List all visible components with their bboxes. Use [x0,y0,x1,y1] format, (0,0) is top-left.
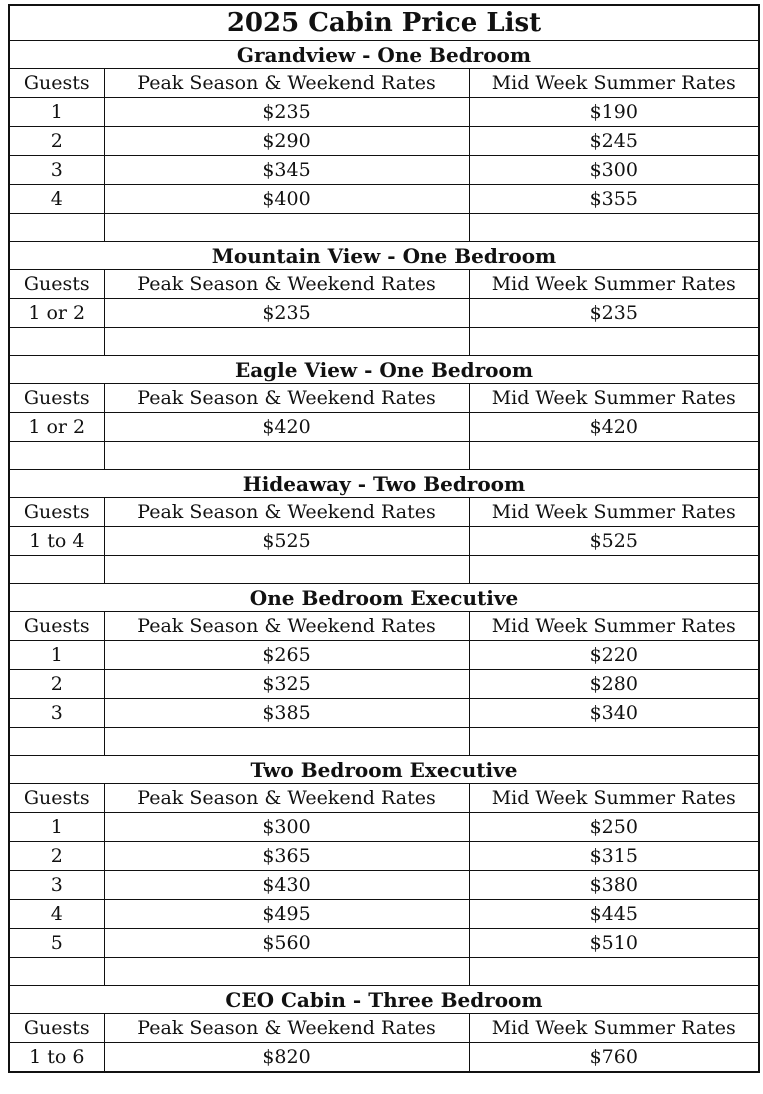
empty-cell [104,556,469,584]
cell-peak: $495 [104,900,469,929]
column-header-peak: Peak Season & Weekend Rates [104,498,469,527]
section-title: One Bedroom Executive [10,584,758,612]
cell-midweek: $525 [469,527,758,556]
table-row [10,871,758,900]
column-header-guests: Guests [10,384,104,413]
section-title-row [10,756,758,784]
column-header-row [10,612,758,641]
table-row [10,127,758,156]
spacer-row [10,328,758,356]
cell-peak: $560 [104,929,469,958]
table-row [10,699,758,728]
section-title: CEO Cabin - Three Bedroom [10,986,758,1014]
cell-guests: 1 or 2 [10,413,104,442]
column-header-midweek: Mid Week Summer Rates [469,612,758,641]
column-header-guests: Guests [10,612,104,641]
cell-midweek: $235 [469,299,758,328]
empty-cell [10,442,104,470]
table-row [10,1043,758,1072]
empty-cell [104,958,469,986]
cell-midweek: $340 [469,699,758,728]
cell-guests: 5 [10,929,104,958]
column-header-peak: Peak Season & Weekend Rates [104,69,469,98]
column-header-peak: Peak Season & Weekend Rates [104,1014,469,1043]
table-row [10,900,758,929]
section-title: Two Bedroom Executive [10,756,758,784]
cell-midweek: $445 [469,900,758,929]
column-header-row [10,498,758,527]
cell-midweek: $380 [469,871,758,900]
cell-peak: $385 [104,699,469,728]
spacer-row [10,442,758,470]
table-row [10,929,758,958]
empty-cell [469,442,758,470]
cell-midweek: $280 [469,670,758,699]
column-header-midweek: Mid Week Summer Rates [469,784,758,813]
empty-cell [469,556,758,584]
cell-guests: 4 [10,900,104,929]
empty-cell [104,214,469,242]
empty-cell [469,728,758,756]
section-title: Hideaway - Two Bedroom [10,470,758,498]
section-title-row [10,470,758,498]
cell-midweek: $315 [469,842,758,871]
empty-cell [469,958,758,986]
cell-peak: $345 [104,156,469,185]
page-title: 2025 Cabin Price List [10,6,758,41]
section-title: Grandview - One Bedroom [10,41,758,69]
empty-cell [10,556,104,584]
table-row [10,813,758,842]
column-header-peak: Peak Season & Weekend Rates [104,270,469,299]
table-row [10,413,758,442]
table-row [10,299,758,328]
cell-peak: $265 [104,641,469,670]
section-title-row [10,41,758,69]
column-header-row [10,1014,758,1043]
table-row [10,98,758,127]
table-row [10,185,758,214]
cell-midweek: $760 [469,1043,758,1072]
cell-guests: 1 to 4 [10,527,104,556]
cell-peak: $300 [104,813,469,842]
table-row [10,527,758,556]
column-header-row [10,69,758,98]
column-header-peak: Peak Season & Weekend Rates [104,384,469,413]
cell-peak: $420 [104,413,469,442]
cell-guests: 2 [10,670,104,699]
cell-peak: $820 [104,1043,469,1072]
empty-cell [104,728,469,756]
cell-guests: 4 [10,185,104,214]
cell-peak: $430 [104,871,469,900]
cell-guests: 1 [10,813,104,842]
cell-guests: 3 [10,699,104,728]
cell-peak: $235 [104,299,469,328]
column-header-midweek: Mid Week Summer Rates [469,69,758,98]
empty-cell [10,728,104,756]
cell-peak: $235 [104,98,469,127]
cell-midweek: $245 [469,127,758,156]
cell-guests: 3 [10,156,104,185]
spacer-row [10,214,758,242]
cell-guests: 1 [10,641,104,670]
cell-midweek: $355 [469,185,758,214]
cell-peak: $290 [104,127,469,156]
table-row [10,641,758,670]
cell-peak: $525 [104,527,469,556]
cell-peak: $400 [104,185,469,214]
section-title-row [10,356,758,384]
column-header-row [10,384,758,413]
column-header-midweek: Mid Week Summer Rates [469,498,758,527]
spacer-row [10,728,758,756]
cell-guests: 1 [10,98,104,127]
column-header-row [10,270,758,299]
cell-midweek: $420 [469,413,758,442]
column-header-guests: Guests [10,784,104,813]
price-list-sheet [8,4,760,1073]
section-title-row [10,584,758,612]
empty-cell [10,328,104,356]
column-header-guests: Guests [10,498,104,527]
cell-peak: $325 [104,670,469,699]
price-table [10,6,758,1071]
section-title-row [10,242,758,270]
spacer-row [10,556,758,584]
section-title: Mountain View - One Bedroom [10,242,758,270]
table-row [10,156,758,185]
cell-guests: 1 to 6 [10,1043,104,1072]
cell-midweek: $190 [469,98,758,127]
cell-guests: 1 or 2 [10,299,104,328]
cell-midweek: $300 [469,156,758,185]
title-row [10,6,758,41]
table-row [10,842,758,871]
cell-midweek: $510 [469,929,758,958]
empty-cell [104,442,469,470]
empty-cell [104,328,469,356]
cell-guests: 2 [10,127,104,156]
cell-guests: 2 [10,842,104,871]
cell-peak: $365 [104,842,469,871]
column-header-peak: Peak Season & Weekend Rates [104,612,469,641]
column-header-midweek: Mid Week Summer Rates [469,1014,758,1043]
column-header-row [10,784,758,813]
column-header-midweek: Mid Week Summer Rates [469,270,758,299]
spacer-row [10,958,758,986]
empty-cell [469,214,758,242]
cell-midweek: $250 [469,813,758,842]
empty-cell [469,328,758,356]
column-header-guests: Guests [10,1014,104,1043]
column-header-midweek: Mid Week Summer Rates [469,384,758,413]
empty-cell [10,958,104,986]
column-header-guests: Guests [10,69,104,98]
column-header-guests: Guests [10,270,104,299]
section-title-row [10,986,758,1014]
empty-cell [10,214,104,242]
cell-midweek: $220 [469,641,758,670]
table-row [10,670,758,699]
cell-guests: 3 [10,871,104,900]
column-header-peak: Peak Season & Weekend Rates [104,784,469,813]
section-title: Eagle View - One Bedroom [10,356,758,384]
